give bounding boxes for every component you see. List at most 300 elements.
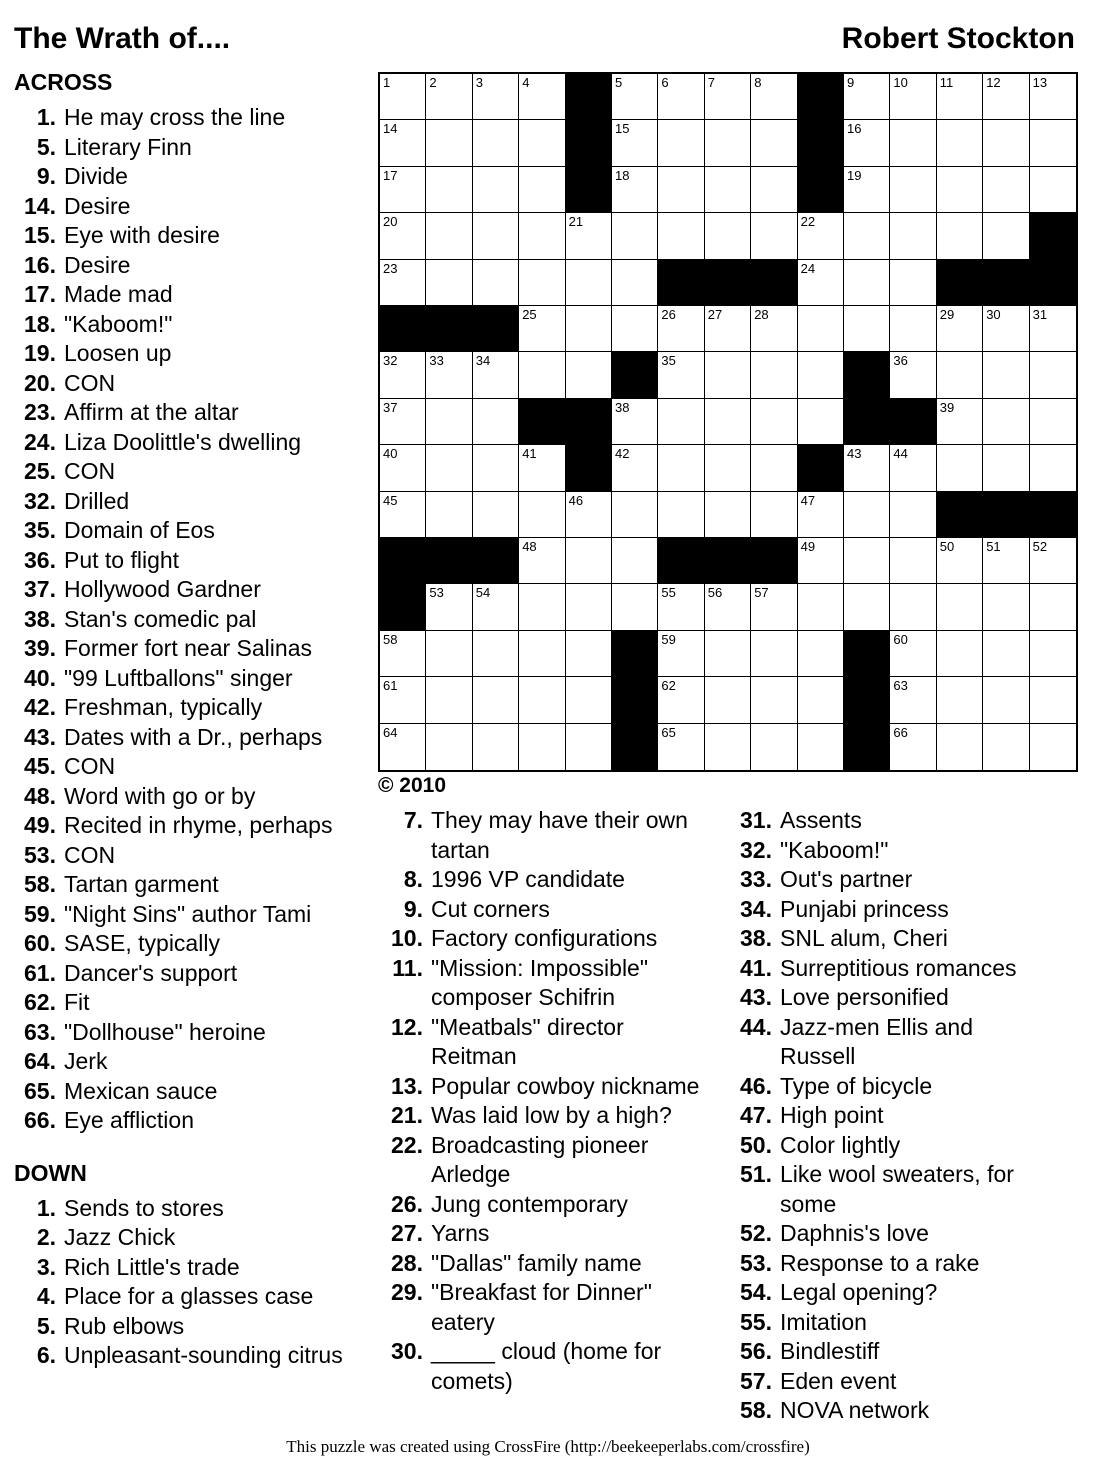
clue-number: 8. — [403, 866, 423, 892]
cell-number: 35 — [661, 353, 676, 369]
grid-cell-r5c1[interactable] — [380, 260, 426, 306]
grid-cell-r14c5[interactable] — [566, 677, 612, 723]
grid-cell-r1c11[interactable] — [844, 74, 890, 120]
grid-cell-r2c14[interactable] — [983, 120, 1029, 166]
grid-cell-r13c1[interactable] — [380, 631, 426, 677]
grid-cell-r12c3[interactable] — [473, 584, 519, 630]
cell-number: 58 — [383, 631, 398, 647]
grid-cell-r7c3[interactable] — [473, 352, 519, 398]
grid-cell-r6c10[interactable] — [798, 306, 844, 352]
grid-cell-r10c3[interactable] — [473, 492, 519, 538]
clue-text: Affirm at the altar — [64, 399, 239, 425]
down-clue-13 — [385, 1072, 715, 1102]
grid-cell-r1c14[interactable] — [983, 74, 1029, 120]
clue-text: "Meatbals" director Reitman — [431, 1013, 624, 1069]
grid-cell-r7c1[interactable] — [380, 352, 426, 398]
clue-number: 27. — [391, 1220, 423, 1246]
grid-cell-r3c2[interactable] — [426, 167, 472, 213]
grid-cell-r14c14[interactable] — [983, 677, 1029, 723]
grid-cell-r4c1[interactable] — [380, 213, 426, 259]
grid-cell-r1c2[interactable] — [426, 74, 472, 120]
down-clue-29 — [385, 1278, 715, 1337]
clue-number: 38. — [740, 925, 772, 951]
grid-cell-r11c9 — [751, 538, 797, 584]
grid-cell-r3c13[interactable] — [937, 167, 983, 213]
clue-text: SASE, typically — [64, 930, 220, 956]
grid-cell-r1c7[interactable] — [658, 74, 704, 120]
clue-number: 17. — [24, 281, 56, 307]
down-clue-10 — [385, 924, 715, 954]
clue-text: Word with go or by — [64, 782, 256, 809]
down-clue-6 — [14, 1341, 370, 1371]
cell-number: 56 — [707, 585, 723, 601]
grid-cell-r11c8 — [705, 538, 751, 584]
clue-number: 41. — [740, 954, 772, 981]
grid-cell-r12c10[interactable] — [798, 584, 844, 630]
clue-text: Legal opening? — [780, 1279, 938, 1305]
across-clue-24 — [14, 428, 370, 458]
across-clue-16 — [14, 251, 370, 281]
grid-cell-r4c11[interactable] — [844, 213, 890, 259]
cell-number: 26 — [661, 307, 676, 322]
cell-number: 24 — [800, 260, 816, 276]
clue-text: Former fort near Salinas — [64, 635, 312, 661]
grid-cell-r13c5[interactable] — [566, 631, 612, 677]
clue-number: 40. — [24, 664, 56, 691]
grid-cell-r14c7[interactable] — [658, 677, 704, 723]
clue-number: 53. — [740, 1249, 772, 1276]
grid-cell-r3c6[interactable] — [612, 167, 658, 213]
down-clue-43 — [734, 983, 1064, 1013]
grid-cell-r1c9[interactable] — [751, 74, 797, 120]
grid-cell-r4c10[interactable] — [798, 213, 844, 259]
grid-cell-r1c1[interactable] — [380, 74, 426, 120]
grid-cell-r2c9[interactable] — [751, 120, 797, 166]
grid-cell-r8c2[interactable] — [426, 399, 472, 445]
grid-cell-r9c3[interactable] — [473, 445, 519, 491]
grid-cell-r8c3[interactable] — [473, 399, 519, 445]
grid-cell-r6c15[interactable] — [1030, 306, 1076, 352]
cell-number: 13 — [1032, 75, 1048, 90]
grid-cell-r4c13[interactable] — [937, 213, 983, 259]
grid-cell-r9c12[interactable] — [890, 445, 936, 491]
grid-cell-r7c11 — [844, 352, 890, 398]
grid-cell-r6c8[interactable] — [705, 306, 751, 352]
grid-cell-r13c8[interactable] — [705, 631, 751, 677]
grid-cell-r8c10[interactable] — [798, 399, 844, 445]
clue-text: Fit — [64, 989, 90, 1015]
grid-cell-r7c13[interactable] — [937, 352, 983, 398]
clue-text: "99 Luftballons" singer — [64, 664, 293, 691]
grid-cell-r7c15[interactable] — [1030, 352, 1076, 398]
down-clue-41 — [734, 954, 1064, 984]
clue-number: 7. — [403, 807, 423, 833]
grid-cell-r3c7[interactable] — [658, 167, 704, 213]
grid-cell-r4c4[interactable] — [519, 213, 565, 259]
grid-cell-r10c11[interactable] — [844, 492, 890, 538]
clue-text: High point — [780, 1102, 884, 1128]
grid-cell-r5c4[interactable] — [519, 260, 565, 306]
grid-cell-r1c6[interactable] — [612, 74, 658, 120]
grid-cell-r13c15[interactable] — [1030, 631, 1076, 677]
grid-cell-r4c6[interactable] — [612, 213, 658, 259]
grid-cell-r10c13 — [937, 492, 983, 538]
clue-text: Made mad — [64, 281, 173, 307]
grid-cell-r3c4[interactable] — [519, 167, 565, 213]
grid-cell-r7c7[interactable] — [658, 352, 704, 398]
grid-cell-r2c2[interactable] — [426, 120, 472, 166]
grid-cell-r2c13[interactable] — [937, 120, 983, 166]
grid-cell-r12c1 — [380, 584, 426, 630]
clue-number: 34. — [740, 895, 772, 922]
copyright-notice: © 2010 — [378, 774, 447, 797]
grid-cell-r15c8[interactable] — [705, 724, 751, 770]
cell-number: 11 — [939, 75, 954, 90]
down-clue-11 — [385, 954, 715, 1013]
clue-text: NOVA network — [780, 1397, 930, 1423]
grid-cell-r7c12[interactable] — [890, 352, 936, 398]
grid-cell-r5c10[interactable] — [798, 260, 844, 306]
clue-text: SNL alum, Cheri — [780, 925, 948, 951]
cell-number: 34 — [475, 353, 491, 369]
grid-cell-r7c5[interactable] — [566, 352, 612, 398]
cell-number: 57 — [754, 585, 769, 601]
grid-cell-r8c13[interactable] — [937, 399, 983, 445]
grid-cell-r14c13[interactable] — [937, 677, 983, 723]
grid-cell-r9c2[interactable] — [426, 445, 472, 491]
grid-cell-r5c3[interactable] — [473, 260, 519, 306]
grid-cell-r11c6[interactable] — [612, 538, 658, 584]
grid-cell-r10c9[interactable] — [751, 492, 797, 538]
grid-cell-r10c8[interactable] — [705, 492, 751, 538]
cell-number: 49 — [800, 539, 816, 554]
grid-cell-r4c2[interactable] — [426, 213, 472, 259]
grid-cell-r12c6[interactable] — [612, 584, 658, 630]
grid-cell-r11c5[interactable] — [566, 538, 612, 584]
grid-cell-r15c5[interactable] — [566, 724, 612, 770]
grid-cell-r15c1[interactable] — [380, 724, 426, 770]
grid-cell-r2c4[interactable] — [519, 120, 565, 166]
grid-cell-r3c9[interactable] — [751, 167, 797, 213]
grid-cell-r3c11[interactable] — [844, 167, 890, 213]
grid-cell-r10c4[interactable] — [519, 492, 565, 538]
grid-cell-r12c2[interactable] — [426, 584, 472, 630]
grid-cell-r11c4[interactable] — [519, 538, 565, 584]
grid-cell-r10c12[interactable] — [890, 492, 936, 538]
grid-cell-r8c7[interactable] — [658, 399, 704, 445]
grid-cell-r9c8[interactable] — [705, 445, 751, 491]
grid-cell-r12c14[interactable] — [983, 584, 1029, 630]
grid-cell-r2c6[interactable] — [612, 120, 658, 166]
clue-number: 2. — [36, 1224, 56, 1250]
grid-cell-r10c5[interactable] — [566, 492, 612, 538]
grid-cell-r9c9[interactable] — [751, 445, 797, 491]
cell-number: 48 — [522, 539, 537, 554]
grid-cell-r13c12[interactable] — [890, 631, 936, 677]
across-clue-14 — [14, 192, 370, 222]
grid-cell-r9c13[interactable] — [937, 445, 983, 491]
grid-cell-r8c6[interactable] — [612, 399, 658, 445]
grid-cell-r12c4[interactable] — [519, 584, 565, 630]
grid-cell-r11c15[interactable] — [1030, 538, 1076, 584]
grid-cell-r6c4[interactable] — [519, 306, 565, 352]
grid-cell-r9c6[interactable] — [612, 445, 658, 491]
grid-cell-r5c11[interactable] — [844, 260, 890, 306]
clue-number: 21. — [391, 1102, 423, 1128]
across-clue-66 — [14, 1106, 370, 1136]
across-clue-45 — [14, 752, 370, 782]
grid-cell-r13c4[interactable] — [519, 631, 565, 677]
grid-cell-r9c15[interactable] — [1030, 445, 1076, 491]
grid-cell-r14c8[interactable] — [705, 677, 751, 723]
grid-cell-r15c15[interactable] — [1030, 724, 1076, 770]
grid-cell-r1c15[interactable] — [1030, 74, 1076, 120]
clue-text: 1996 VP candidate — [431, 866, 625, 892]
puzzle-author: Robert Stockton — [841, 22, 1075, 55]
grid-cell-r4c5[interactable] — [566, 213, 612, 259]
grid-cell-r1c13[interactable] — [937, 74, 983, 120]
cell-number: 12 — [986, 75, 1001, 90]
clue-number: 15. — [24, 222, 56, 248]
grid-cell-r3c5 — [566, 167, 612, 213]
cell-number: 19 — [847, 167, 862, 183]
grid-cell-r15c4[interactable] — [519, 724, 565, 770]
cell-number: 43 — [847, 446, 862, 462]
grid-cell-r4c9[interactable] — [751, 213, 797, 259]
grid-cell-r1c3[interactable] — [473, 74, 519, 120]
grid-cell-r9c7[interactable] — [658, 445, 704, 491]
clue-number: 49. — [24, 812, 56, 838]
grid-cell-r13c13[interactable] — [937, 631, 983, 677]
grid-cell-r7c9[interactable] — [751, 352, 797, 398]
grid-cell-r3c1[interactable] — [380, 167, 426, 213]
grid-cell-r3c3[interactable] — [473, 167, 519, 213]
grid-cell-r14c4[interactable] — [519, 677, 565, 723]
grid-cell-r7c10[interactable] — [798, 352, 844, 398]
cell-number: 40 — [383, 446, 398, 462]
grid-cell-r9c14[interactable] — [983, 445, 1029, 491]
grid-cell-r13c7[interactable] — [658, 631, 704, 677]
grid-cell-r15c14[interactable] — [983, 724, 1029, 770]
grid-cell-r6c13[interactable] — [937, 306, 983, 352]
grid-cell-r8c8[interactable] — [705, 399, 751, 445]
grid-cell-r9c10 — [798, 445, 844, 491]
grid-cell-r12c11[interactable] — [844, 584, 890, 630]
grid-cell-r13c2[interactable] — [426, 631, 472, 677]
grid-cell-r7c4[interactable] — [519, 352, 565, 398]
grid-cell-r3c12[interactable] — [890, 167, 936, 213]
cell-number: 21 — [568, 214, 584, 230]
grid-cell-r3c15[interactable] — [1030, 167, 1076, 213]
grid-cell-r6c9[interactable] — [751, 306, 797, 352]
down-clue-33 — [734, 865, 1064, 895]
clue-text: Rich Little's trade — [64, 1253, 240, 1280]
grid-cell-r15c13[interactable] — [937, 724, 983, 770]
clue-number: 35. — [24, 517, 56, 543]
grid-cell-r11c10[interactable] — [798, 538, 844, 584]
clue-text: CON — [64, 458, 116, 484]
grid-cell-r12c7[interactable] — [658, 584, 704, 630]
grid-cell-r12c15[interactable] — [1030, 584, 1076, 630]
across-clue-20 — [14, 369, 370, 399]
clue-number: 11. — [392, 954, 423, 981]
grid-cell-r4c12[interactable] — [890, 213, 936, 259]
grid-cell-r13c3[interactable] — [473, 631, 519, 677]
grid-cell-r10c10[interactable] — [798, 492, 844, 538]
grid-cell-r9c11[interactable] — [844, 445, 890, 491]
grid-cell-r12c12[interactable] — [890, 584, 936, 630]
grid-cell-r6c11[interactable] — [844, 306, 890, 352]
grid-cell-r12c5[interactable] — [566, 584, 612, 630]
grid-cell-r6c5[interactable] — [566, 306, 612, 352]
grid-cell-r11c13[interactable] — [937, 538, 983, 584]
grid-cell-r14c10[interactable] — [798, 677, 844, 723]
grid-cell-r5c6[interactable] — [612, 260, 658, 306]
grid-cell-r2c15[interactable] — [1030, 120, 1076, 166]
grid-cell-r15c2[interactable] — [426, 724, 472, 770]
clue-number: 13. — [391, 1072, 423, 1099]
clue-text: Factory configurations — [431, 925, 658, 951]
grid-cell-r11c12[interactable] — [890, 538, 936, 584]
grid-cell-r3c8[interactable] — [705, 167, 751, 213]
clue-text: Dates with a Dr., perhaps — [64, 723, 323, 750]
grid-cell-r15c6 — [612, 724, 658, 770]
grid-cell-r3c14[interactable] — [983, 167, 1029, 213]
clue-number: 60. — [24, 930, 56, 956]
grid-cell-r6c6[interactable] — [612, 306, 658, 352]
clue-number: 47. — [740, 1102, 772, 1128]
cell-number: 54 — [475, 585, 491, 601]
cell-number: 51 — [986, 539, 1001, 554]
grid-cell-r2c8[interactable] — [705, 120, 751, 166]
grid-cell-r12c13[interactable] — [937, 584, 983, 630]
grid-cell-r15c7[interactable] — [658, 724, 704, 770]
grid-cell-r5c5[interactable] — [566, 260, 612, 306]
grid-cell-r10c6[interactable] — [612, 492, 658, 538]
grid-cell-r15c12[interactable] — [890, 724, 936, 770]
grid-cell-r9c4[interactable] — [519, 445, 565, 491]
clue-text: Domain of Eos — [64, 517, 215, 543]
grid-cell-r4c8[interactable] — [705, 213, 751, 259]
clue-text: "Kaboom!" — [64, 310, 173, 337]
grid-cell-r1c8[interactable] — [705, 74, 751, 120]
grid-cell-r13c14[interactable] — [983, 631, 1029, 677]
grid-cell-r14c12[interactable] — [890, 677, 936, 723]
grid-cell-r12c9[interactable] — [751, 584, 797, 630]
cell-number: 52 — [1032, 539, 1048, 554]
clue-text: Unpleasant-sounding citrus — [64, 1342, 343, 1368]
clue-number: 51. — [740, 1161, 772, 1187]
clue-number: 43. — [24, 723, 56, 750]
clue-text: Out's partner — [780, 866, 913, 892]
grid-cell-r4c7[interactable] — [658, 213, 704, 259]
clue-text: They may have their own tartan — [431, 807, 688, 863]
puzzle-title: The Wrath of.... — [14, 22, 231, 55]
grid-cell-r15c10[interactable] — [798, 724, 844, 770]
grid-cell-r2c3[interactable] — [473, 120, 519, 166]
grid-cell-r7c2[interactable] — [426, 352, 472, 398]
clue-text: "Kaboom!" — [780, 836, 889, 863]
clue-number: 45. — [24, 753, 56, 779]
grid-cell-r1c12[interactable] — [890, 74, 936, 120]
grid-cell-r6c7[interactable] — [658, 306, 704, 352]
grid-cell-r6c12[interactable] — [890, 306, 936, 352]
clue-number: 6. — [36, 1342, 56, 1368]
clue-text: Recited in rhyme, perhaps — [64, 812, 333, 838]
grid-cell-r8c15[interactable] — [1030, 399, 1076, 445]
grid-cell-r14c2[interactable] — [426, 677, 472, 723]
grid-cell-r8c9[interactable] — [751, 399, 797, 445]
clue-number: 58. — [24, 871, 56, 897]
grid-cell-r14c9[interactable] — [751, 677, 797, 723]
grid-cell-r8c12 — [890, 399, 936, 445]
down-clue-32 — [734, 836, 1064, 866]
grid-cell-r9c5 — [566, 445, 612, 491]
clue-text: Liza Doolittle's dwelling — [64, 428, 302, 455]
grid-cell-r6c2 — [426, 306, 472, 352]
grid-cell-r10c1[interactable] — [380, 492, 426, 538]
grid-cell-r14c1[interactable] — [380, 677, 426, 723]
down-clue-3 — [14, 1253, 370, 1283]
grid-cell-r2c1[interactable] — [380, 120, 426, 166]
grid-cell-r8c1[interactable] — [380, 399, 426, 445]
clue-text: Stan's comedic pal — [64, 605, 257, 632]
clue-number: 1. — [36, 1194, 56, 1221]
grid-cell-r12c8[interactable] — [705, 584, 751, 630]
cell-number: 38 — [615, 399, 630, 415]
clue-number: 59. — [24, 900, 56, 927]
grid-cell-r2c12[interactable] — [890, 120, 936, 166]
grid-cell-r2c7[interactable] — [658, 120, 704, 166]
grid-cell-r6c14[interactable] — [983, 306, 1029, 352]
clue-text: Drilled — [64, 487, 130, 514]
cell-number: 42 — [615, 446, 630, 462]
grid-cell-r10c7[interactable] — [658, 492, 704, 538]
grid-cell-r7c8[interactable] — [705, 352, 751, 398]
grid-cell-r2c11[interactable] — [844, 120, 890, 166]
grid-cell-r9c1[interactable] — [380, 445, 426, 491]
grid-cell-r4c15 — [1030, 213, 1076, 259]
grid-cell-r1c4[interactable] — [519, 74, 565, 120]
grid-cell-r11c14[interactable] — [983, 538, 1029, 584]
down-heading: DOWN — [14, 1159, 87, 1186]
grid-cell-r11c11[interactable] — [844, 538, 890, 584]
down-clue-12 — [385, 1013, 715, 1072]
across-clue-58 — [14, 870, 370, 900]
grid-cell-r8c14[interactable] — [983, 399, 1029, 445]
grid-cell-r15c3[interactable] — [473, 724, 519, 770]
grid-cell-r14c3[interactable] — [473, 677, 519, 723]
clue-text: "Dallas" family name — [431, 1249, 642, 1276]
grid-cell-r4c14[interactable] — [983, 213, 1029, 259]
grid-cell-r5c12[interactable] — [890, 260, 936, 306]
clue-text: CON — [64, 369, 116, 396]
clue-number: 25. — [24, 458, 56, 484]
grid-cell-r5c2[interactable] — [426, 260, 472, 306]
grid-cell-r4c3[interactable] — [473, 213, 519, 259]
across-clue-23 — [14, 398, 370, 428]
clue-text: He may cross the line — [64, 104, 286, 130]
grid-cell-r14c15[interactable] — [1030, 677, 1076, 723]
grid-cell-r7c14[interactable] — [983, 352, 1029, 398]
grid-cell-r15c9[interactable] — [751, 724, 797, 770]
cell-number: 62 — [661, 678, 676, 694]
grid-cell-r13c9[interactable] — [751, 631, 797, 677]
clue-number: 26. — [391, 1190, 423, 1217]
grid-cell-r13c10[interactable] — [798, 631, 844, 677]
grid-cell-r10c2[interactable] — [426, 492, 472, 538]
cell-number: 29 — [939, 307, 955, 322]
